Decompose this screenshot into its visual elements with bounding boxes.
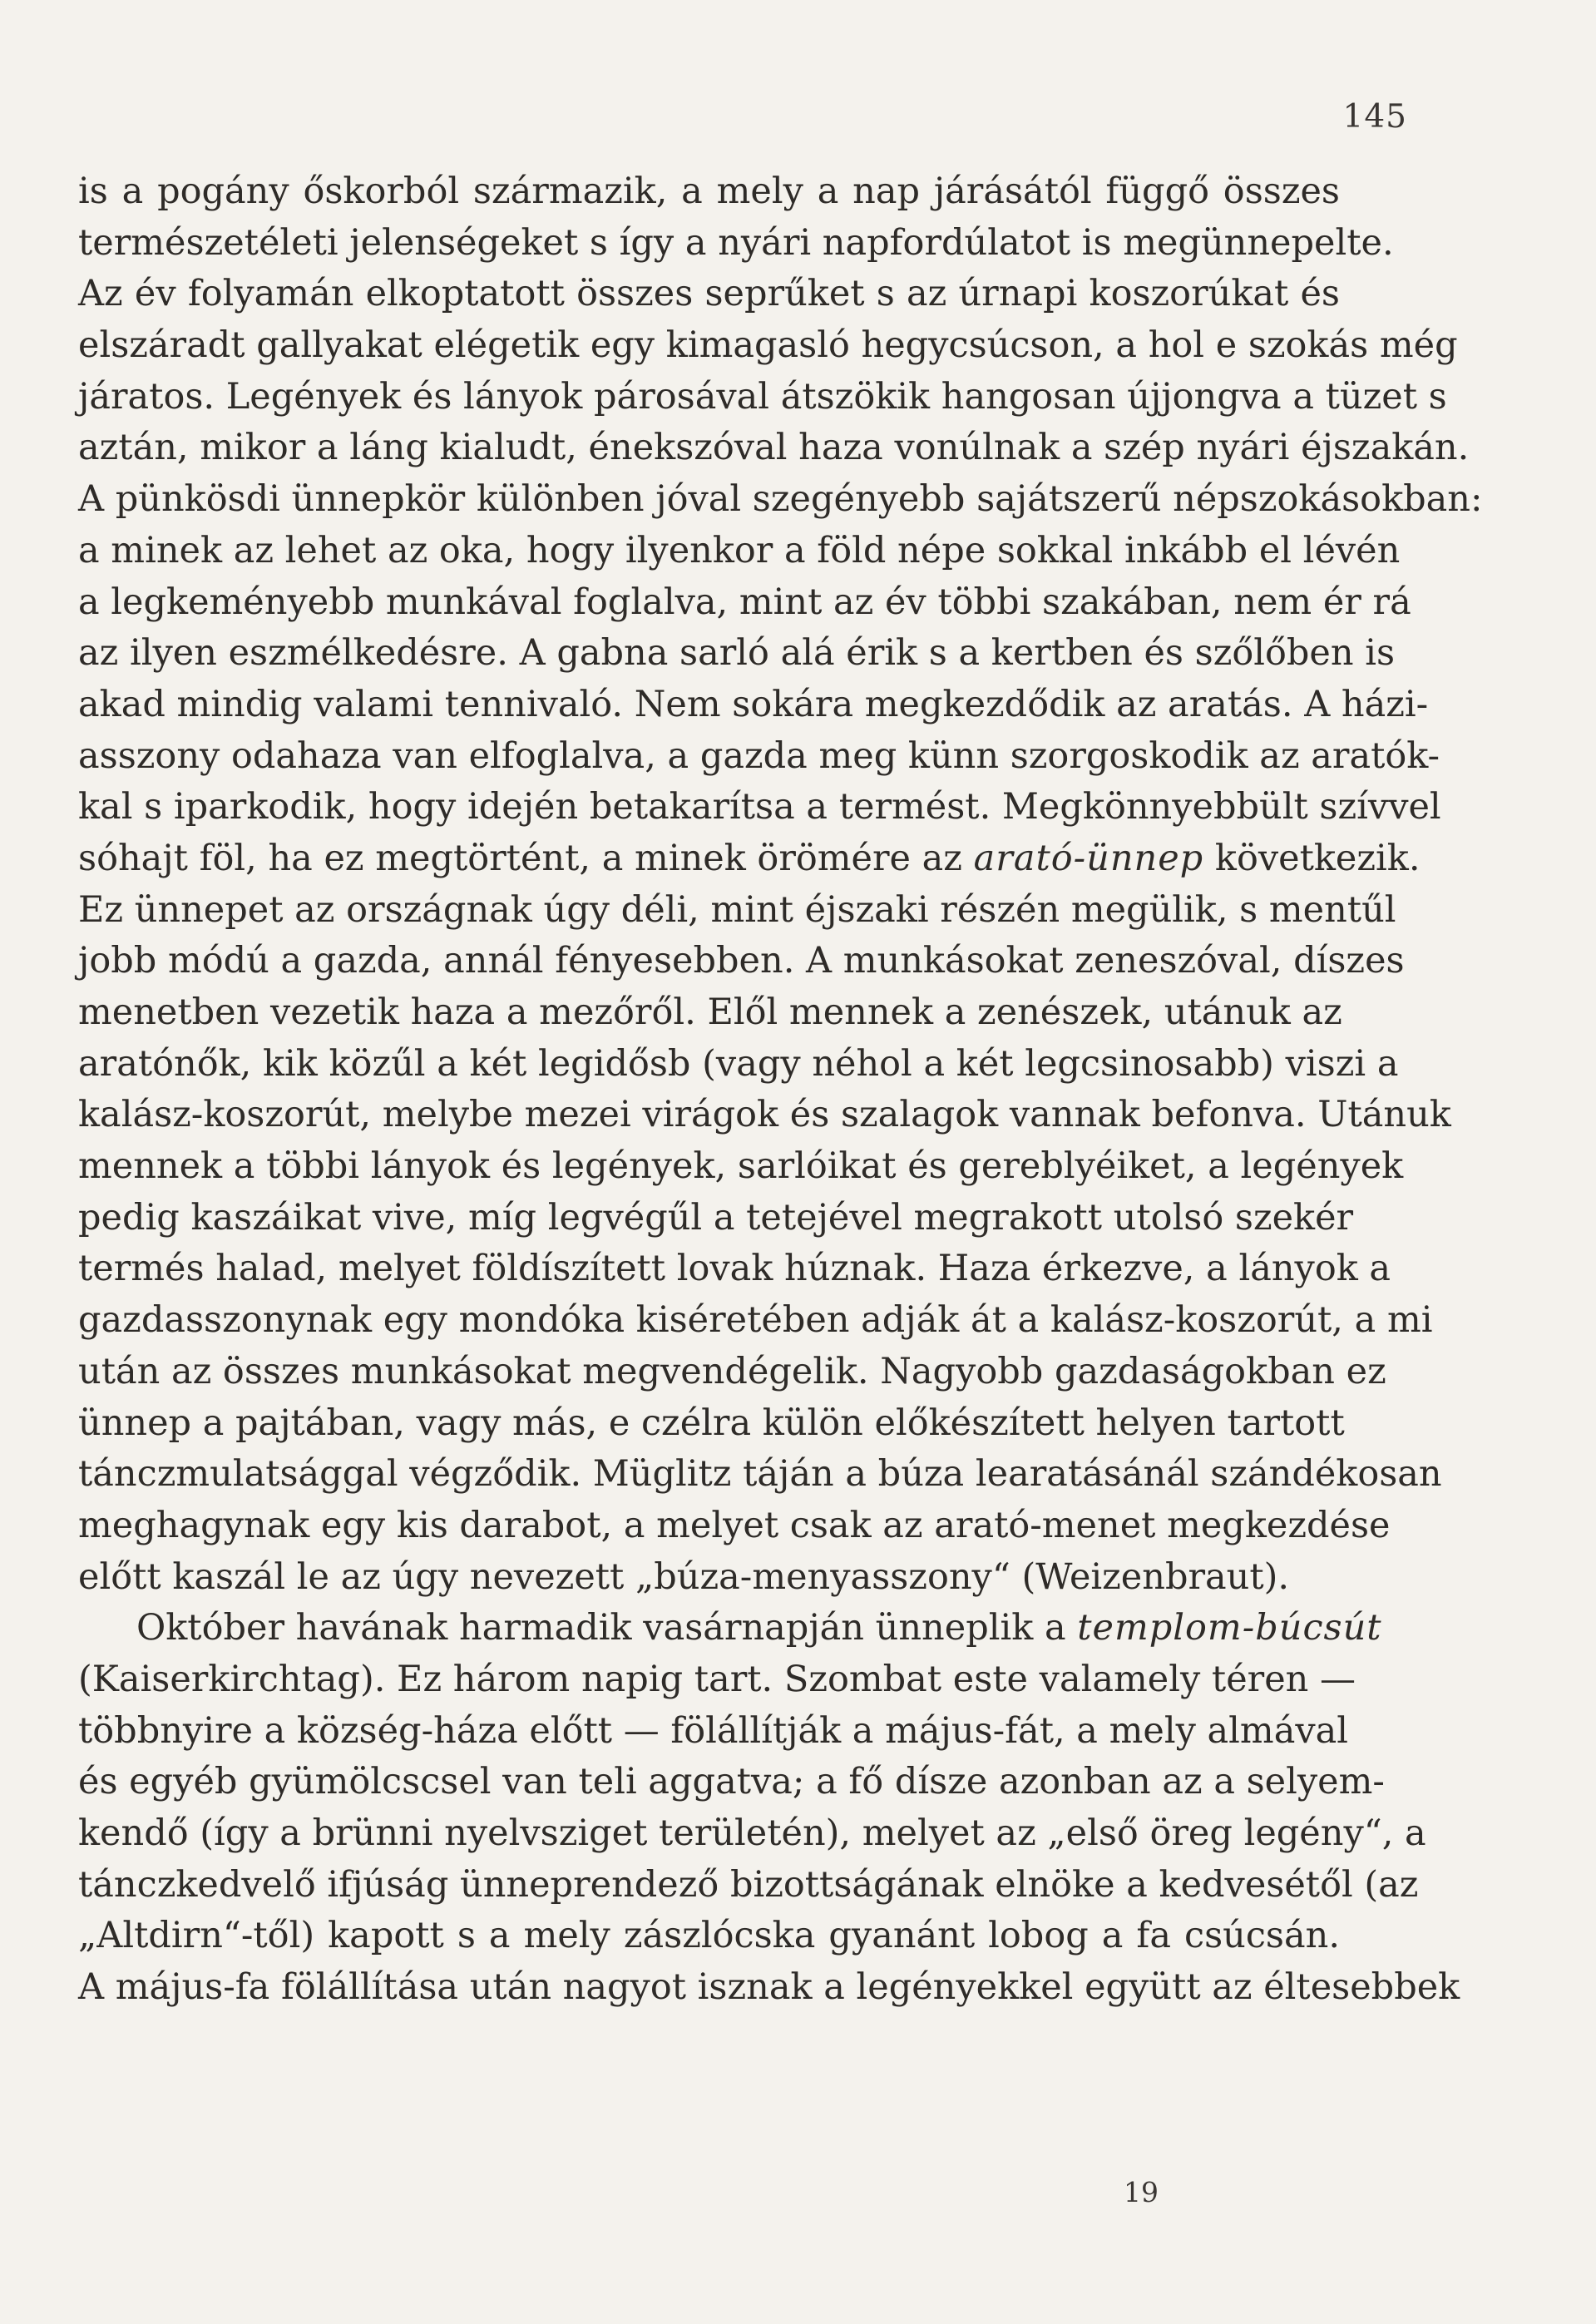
text-line: asszony odahaza van elfoglalva, a gazda meg künn szorgoskodik az aratók-	[78, 734, 1440, 777]
text-line: „Altdirn“-től) kapott s a mely zászlócska gyanánt lobog a fa csúcsán.	[78, 1915, 1340, 1957]
text-line: meghagynak egy kis darabot, a melyet csak az arató-menet megkezdése	[78, 1504, 1391, 1546]
text-line: A pünkösdi ünnepkör különben jóval szegényebb sajátszerű népszokásokban:	[78, 478, 1483, 521]
body-text	[78, 166, 1483, 2014]
text-line: az ilyen eszmélkedésre. A gabna sarló alá érik s a kertben és szőlőben is	[78, 632, 1396, 675]
paragraph-start-line	[78, 1603, 1382, 1654]
text-line: kal s iparkodik, hogy idején betakarítsa a termést. Megkönnyebbült szívvel	[78, 786, 1441, 828]
text-line: a legkeményebb munkával foglalva, mint az év többi szakában, nem ér rá	[78, 581, 1411, 623]
text-line: A május-fa fölállítása után nagyot isznak a legényekkel együtt az éltesebbek	[78, 1966, 1460, 2009]
text-line: Az év folyamán elkoptatott összes seprűket s az úrnapi koszorúkat és	[78, 273, 1340, 315]
paragraph-end-line: előtt kaszál le az úgy nevezett „búza-menyasszony“ (Weizenbraut).	[78, 1555, 1290, 1598]
text-line: természetéleti jelenségeket s így a nyári napfordúlatot is megünnepelte.	[78, 221, 1394, 264]
text-segment: Október havának harmadik vasárnapján ünneplik a	[136, 1607, 1078, 1649]
text-line: gazdasszonynak egy mondóka kiséretében adják át a kalász-koszorút, a mi	[78, 1299, 1433, 1342]
text-line: tánczkedvelő ifjúság ünneprendező bizottságának elnöke a kedvesétől (az	[78, 1863, 1419, 1906]
text-line: akad mindig valami tennivaló. Nem sokára megkezdődik az aratás. A házi-	[78, 683, 1429, 725]
text-segment: sóhajt föl, ha ez megtörtént, a minek örömére az	[78, 837, 974, 879]
signature-mark: 19	[1124, 2176, 1159, 2208]
text-line: pedig kaszáikat vive, míg legvégűl a tetejével megrakott utolsó szekér	[78, 1196, 1354, 1239]
text-line: menetben vezetik haza a mezőről. Elől mennek a zenészek, utánuk az	[78, 991, 1342, 1033]
text-line: kalász-koszorút, melybe mezei virágok és szalagok vannak befonva. Utánuk	[78, 1094, 1451, 1136]
text-line: többnyire a község-háza előtt — fölállítják a május-fát, a mely almával	[78, 1709, 1349, 1752]
text-line: kendő (így a brünni nyelvsziget területén), melyet az „első öreg legény“, a	[78, 1812, 1426, 1854]
text-line: elszáradt gallyakat elégetik egy kimagasló hegycsúcson, a hol e szokás még	[78, 324, 1458, 367]
text-line: termés halad, melyet földíszített lovak húznak. Haza érkezve, a lányok a	[78, 1248, 1391, 1290]
text-line: jobb módú a gazda, annál fényesebben. A munkásokat zeneszóval, díszes	[78, 940, 1405, 982]
text-line: aratónők, kik közűl a két legidősb (vagy néhol a két legcsinosabb) viszi a	[78, 1042, 1399, 1085]
text-line: mennek a többi lányok és legények, sarlóikat és gereblyéiket, a legények	[78, 1145, 1404, 1188]
text-line: (Kaiserkirchtag). Ez három napig tart. Szombat este valamely téren —	[78, 1658, 1356, 1700]
text-line: a minek az lehet az oka, hogy ilyenkor a föld népe sokkal inkább el lévén	[78, 529, 1401, 571]
text-line: után az összes munkásokat megvendégelik. Nagyobb gazdaságokban ez	[78, 1350, 1386, 1392]
emphasized-term: arató-ünnep	[973, 837, 1204, 879]
emphasized-term: templom-búcsút	[1077, 1607, 1382, 1649]
page-number: 145	[1342, 98, 1407, 136]
text-line: járatos. Legények és lányok párosával átszökik hangosan újjongva a tüzet s	[78, 375, 1447, 418]
text-line: és egyéb gyümölcscsel van teli aggatva; a fő dísze azonban az a selyem-	[78, 1761, 1385, 1803]
text-segment: következik.	[1203, 837, 1421, 879]
text-line-with-emphasis	[78, 833, 1421, 885]
text-line: Ez ünnepet az országnak úgy déli, mint éjszaki részén megülik, s mentűl	[78, 888, 1396, 931]
text-line: tánczmulatsággal végződik. Müglitz táján a búza learatásánál szándékosan	[78, 1453, 1442, 1496]
text-line: ünnep a pajtában, vagy más, e czélra külön előkészített helyen tartott	[78, 1402, 1345, 1444]
text-line: aztán, mikor a láng kialudt, énekszóval haza vonúlnak a szép nyári éjszakán.	[78, 427, 1470, 469]
text-line: is a pogány őskorból származik, a mely a nap járásától függő összes	[78, 171, 1340, 212]
